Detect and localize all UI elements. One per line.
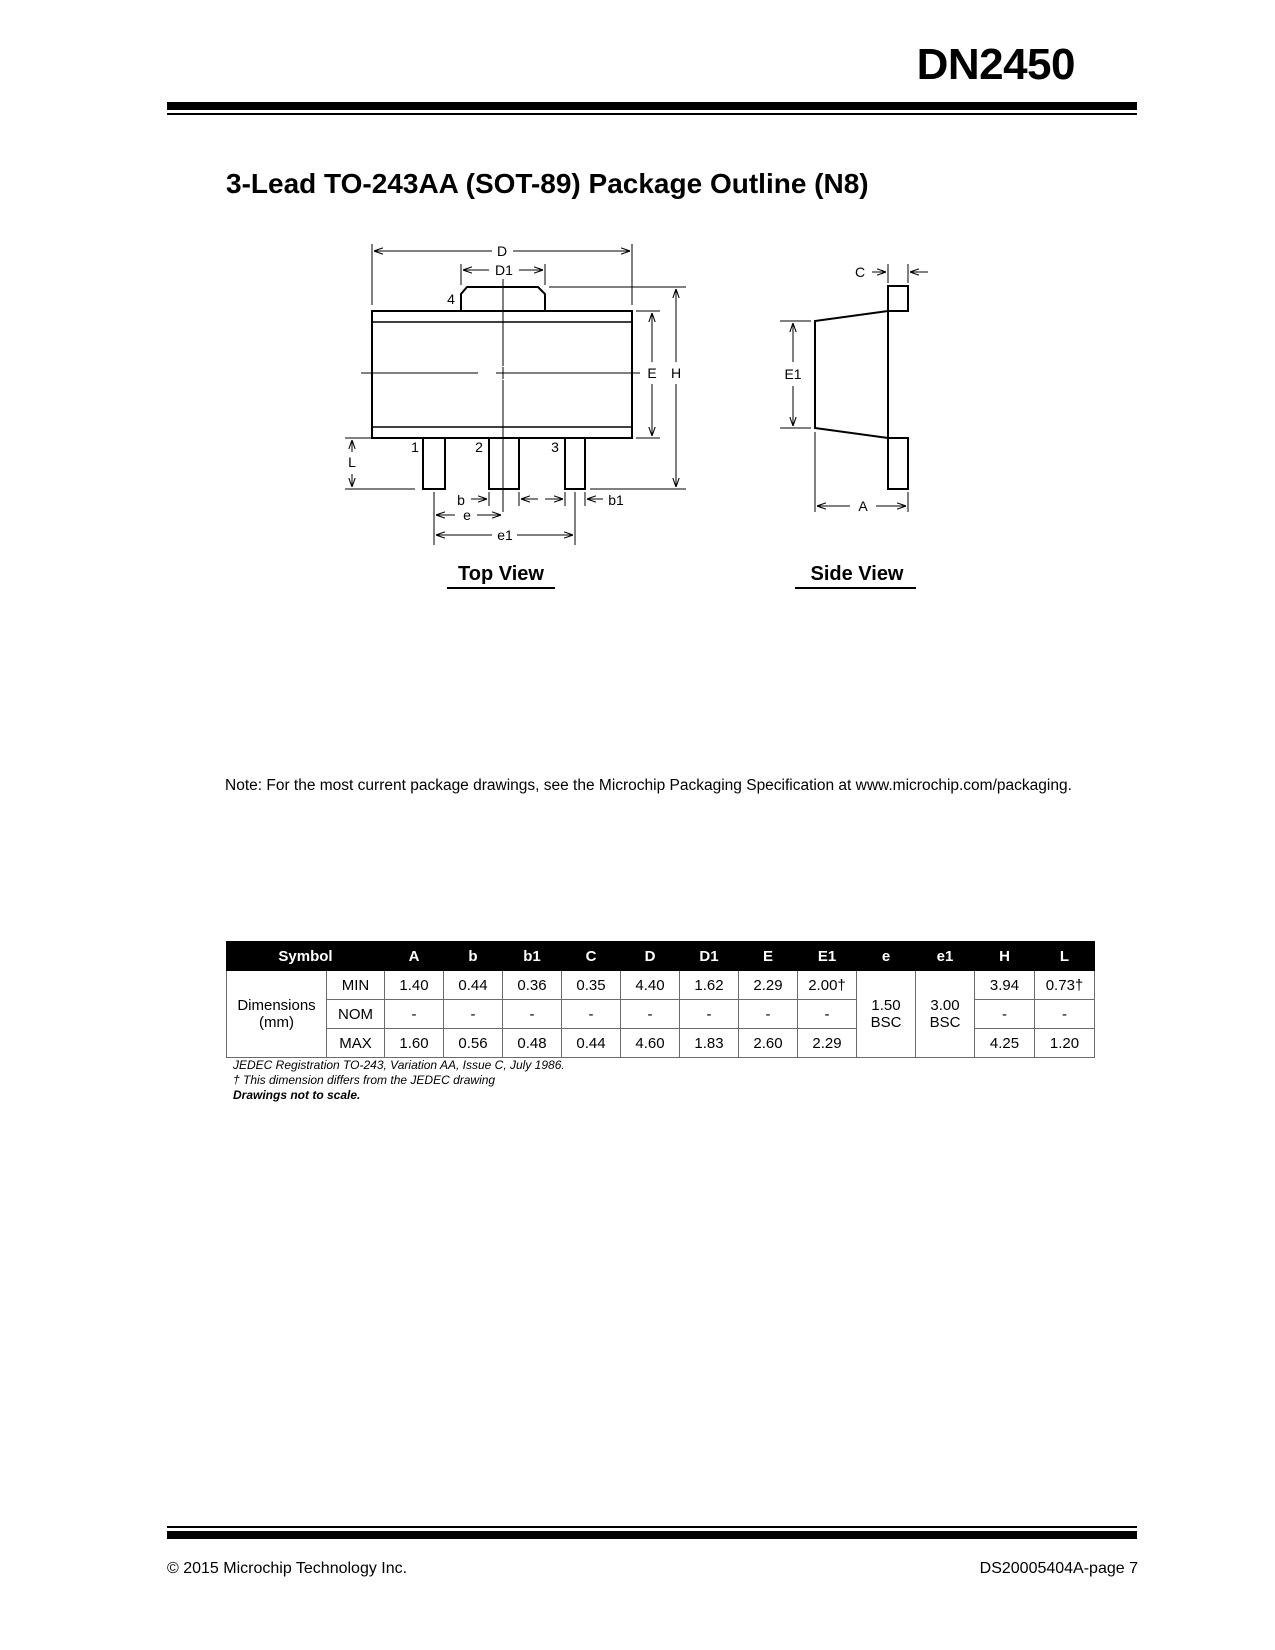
footnote-jedec: JEDEC Registration TO-243, Variation AA, Issue C, July 1986. — [233, 1058, 565, 1072]
label-E1: E1 — [784, 366, 802, 382]
packaging-note: Note: For the most current package drawings, see the Microchip Packaging Specification at www.microchip.com/packaging. — [225, 777, 1072, 794]
cell: 0.73† — [1035, 971, 1095, 1000]
label-H: H — [670, 365, 682, 381]
cell: - — [503, 1000, 562, 1029]
package-outline-drawing — [0, 0, 1275, 620]
footnote-scale: Drawings not to scale. — [233, 1088, 361, 1102]
header-e1: e1 — [916, 942, 975, 971]
lead-pin3 — [565, 438, 585, 489]
lead-pin1 — [423, 438, 445, 489]
footer-rule-thick — [167, 1531, 1137, 1539]
cell: - — [798, 1000, 857, 1029]
cell: - — [385, 1000, 444, 1029]
header-L: L — [1035, 942, 1095, 971]
cell: - — [739, 1000, 798, 1029]
header-C: C — [562, 942, 621, 971]
header-D1: D1 — [680, 942, 739, 971]
label-pin1: 1 — [411, 439, 419, 455]
lead-pin2 — [489, 438, 519, 489]
cell: 1.62 — [680, 971, 739, 1000]
label-D: D — [496, 243, 508, 259]
label-e1: e1 — [497, 527, 513, 543]
label-pin3: 3 — [551, 439, 559, 455]
top-view — [345, 244, 686, 588]
cell: - — [680, 1000, 739, 1029]
header-A: A — [385, 942, 444, 971]
header-e: e — [857, 942, 916, 971]
label-pin2: 2 — [475, 439, 483, 455]
label-b: b — [457, 492, 465, 508]
side-lead-bottom — [888, 438, 908, 489]
cell: 2.29 — [798, 1029, 857, 1058]
table-row-min — [227, 971, 1095, 1000]
table-header-row — [227, 942, 1095, 971]
cell: - — [444, 1000, 503, 1029]
header-D: D — [621, 942, 680, 971]
cell: 1.20 — [1035, 1029, 1095, 1058]
cell: 1.60 — [385, 1029, 444, 1058]
cell: 4.40 — [621, 971, 680, 1000]
cell: 2.00† — [798, 971, 857, 1000]
dimensions-table — [226, 941, 1095, 1058]
label-pin4: 4 — [447, 291, 455, 307]
label-L: L — [348, 454, 356, 470]
row-label-min: MIN — [327, 971, 385, 1000]
cell: 0.44 — [444, 971, 503, 1000]
footnote-dagger: † This dimension differs from the JEDEC drawing — [233, 1073, 496, 1087]
label-b1: b1 — [608, 492, 624, 508]
package-body — [372, 311, 632, 438]
side-body — [815, 311, 888, 438]
section-title: 3-Lead TO-243AA (SOT-89) Package Outline (N8) — [226, 168, 869, 199]
side-lead-top — [888, 286, 908, 311]
cell: 1.40 — [385, 971, 444, 1000]
cell: 2.60 — [739, 1029, 798, 1058]
header-H: H — [975, 942, 1035, 971]
document-id: DN2450 — [916, 40, 1075, 89]
cell: 4.25 — [975, 1029, 1035, 1058]
top-view-caption: Top View — [458, 563, 544, 585]
cell: - — [621, 1000, 680, 1029]
header-E1: E1 — [798, 942, 857, 971]
cell: 0.36 — [503, 971, 562, 1000]
side-view-caption: Side View — [810, 563, 904, 585]
label-D1: D1 — [495, 262, 513, 278]
row-label-max: MAX — [327, 1029, 385, 1058]
row-label-nom: NOM — [327, 1000, 385, 1029]
cell: 0.44 — [562, 1029, 621, 1058]
cell-e1-bsc: 3.00 BSC — [916, 971, 975, 1058]
footer-copyright: © 2015 Microchip Technology Inc. — [167, 1560, 408, 1577]
cell: - — [562, 1000, 621, 1029]
cell: 3.94 — [975, 971, 1035, 1000]
cell: 0.56 — [444, 1029, 503, 1058]
label-e: e — [463, 507, 471, 523]
cell: 2.29 — [739, 971, 798, 1000]
cell: - — [975, 1000, 1035, 1029]
footer-rule-thin — [167, 1526, 1137, 1528]
label-E: E — [647, 365, 657, 381]
cell-e-bsc: 1.50 BSC — [857, 971, 916, 1058]
header-symbol: Symbol — [227, 942, 385, 971]
label-A: A — [858, 498, 868, 514]
cell: 1.83 — [680, 1029, 739, 1058]
header-E: E — [739, 942, 798, 971]
header-b1: b1 — [503, 942, 562, 971]
header-b: b — [444, 942, 503, 971]
cell: 0.48 — [503, 1029, 562, 1058]
footer-page-ref: DS20005404A-page 7 — [979, 1560, 1138, 1577]
cell: - — [1035, 1000, 1095, 1029]
cell: 4.60 — [621, 1029, 680, 1058]
row-group-label: Dimensions (mm) — [227, 971, 327, 1058]
cell: 0.35 — [562, 971, 621, 1000]
label-C: C — [854, 264, 866, 280]
side-view — [780, 264, 928, 588]
